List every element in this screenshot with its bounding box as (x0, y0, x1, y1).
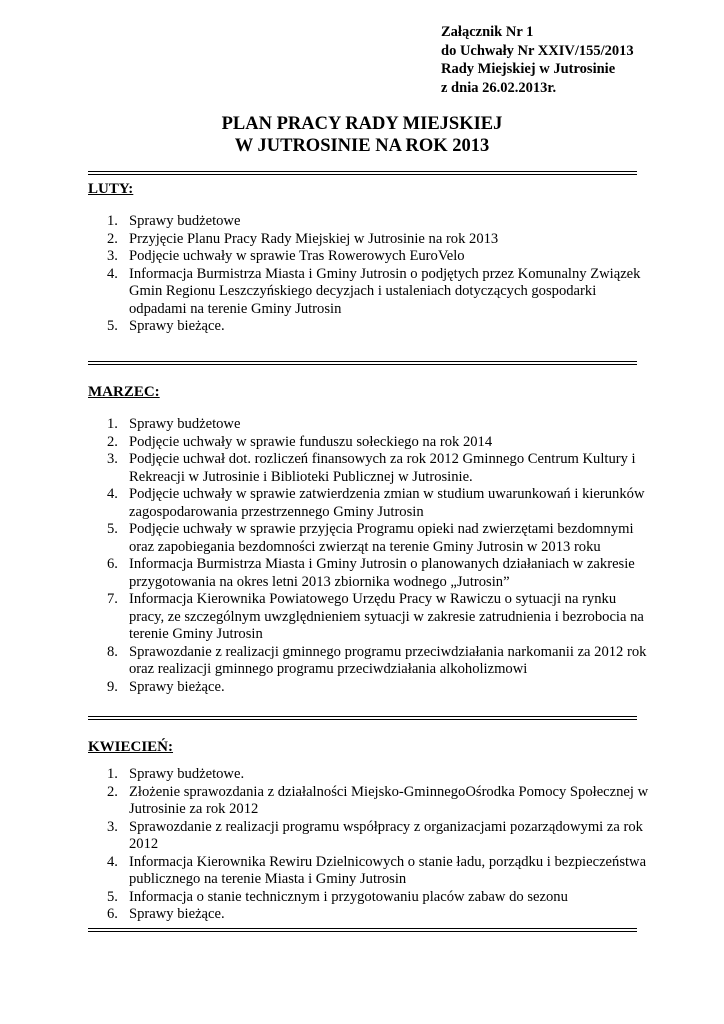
divider (88, 716, 637, 720)
list-item: 9. Sprawy bieżące. (107, 678, 225, 695)
document-title (0, 113, 724, 157)
list-item: 5. Podjęcie uchwały w sprawie przyjęcia Programu opieki nad zwierzętami bezdomnymi oraz zapobiegania bezdomności zwierząt na terenie Gminy Jutrosin w 2013 roku (107, 521, 634, 555)
section-list-luty (88, 213, 650, 336)
list-item: 5. Informacja o stanie technicznym i przygotowaniu placów zabaw do sezonu (107, 888, 568, 905)
list-item: 1. Sprawy budżetowe. (107, 766, 245, 782)
section-list-kwiecien (88, 766, 650, 924)
annex-number: Załącznik Nr 1 (441, 24, 534, 40)
section-heading-kwiecien: KWIECIEŃ: (88, 739, 174, 755)
list-item: 1. Sprawy budżetowe (107, 416, 241, 432)
title-line-1: PLAN PRACY RADY MIEJSKIEJ (221, 114, 503, 134)
list-item: 4. Informacja Kierownika Rewiru Dzielnicowych o stanie ładu, porządku i bezpieczeństwa publicznego na terenie Miasta i Gminy Jutrosin (107, 853, 647, 887)
list-item: 2. Złożenie sprawozdania z działalności Miejsko-GminnegoOśrodka Pomocy Społecznej w Jutrosinie za rok 2012 (107, 783, 649, 817)
annex-council: Rady Miejskiej w Jutrosinie (441, 61, 616, 77)
list-item: 5. Sprawy bieżące. (107, 318, 225, 334)
section-heading-luty: LUTY: (88, 181, 134, 197)
list-item: 6. Informacja Burmistrza Miasta i Gminy Jutrosin o planowanych działaniach w zakresie przygotowania na okres letni 2013 zbiornika wodnego „Jutrosin” (107, 556, 635, 590)
list-item: 3. Sprawozdanie z realizacji programu współpracy z organizacjami pozarządowymi za rok 2012 (107, 818, 643, 852)
list-item: 6. Sprawy bieżące. (107, 906, 225, 922)
annex-header (441, 23, 634, 97)
divider (88, 928, 637, 932)
list-item: 3. Podjęcie uchwały w sprawie Tras Rowerowych EuroVelo (107, 248, 465, 264)
divider (88, 361, 637, 365)
title-line-2: W JUTROSINIE NA ROK 2013 (234, 136, 490, 156)
list-item: 7. Informacja Kierownika Powiatowego Urzędu Pracy w Rawiczu o sytuacji na rynku pracy, ze szczególnym uwzględnieniem sytuacji w zakresie zatrudnienia i bezrobocia na terenie Gminy Jutrosin (107, 591, 644, 642)
list-item: 2. Przyjęcie Planu Pracy Rady Miejskiej w Jutrosinie na rok 2013 (107, 230, 499, 247)
list-item: 2. Podjęcie uchwały w sprawie funduszu sołeckiego na rok 2014 (107, 433, 493, 450)
divider (88, 171, 637, 175)
list-item: 4. Podjęcie uchwały w sprawie zatwierdzenia zmian w studium uwarunkowań i kierunków zagospodarowania przestrzennego Gminy Jutrosin (107, 486, 645, 520)
list-item: 3. Podjęcie uchwał dot. rozliczeń finansowych za rok 2012 Gminnego Centrum Kultury i Rekreacji w Jutrosinie i Biblioteki Publicznej w Jutrosinie. (107, 451, 636, 485)
section-heading-marzec: MARZEC: (88, 384, 160, 400)
section-list-marzec (88, 416, 650, 696)
list-item: 8. Sprawozdanie z realizacji gminnego programu przeciwdziałania narkomanii za 2012 rok oraz realizacji gminnego programu przeciwdziałania alkoholizmowi (107, 643, 647, 677)
annex-date: z dnia 26.02.2013r. (441, 79, 557, 96)
list-item: 1. Sprawy budżetowe (107, 213, 241, 229)
list-item: 4. Informacja Burmistrza Miasta i Gminy Jutrosin o podjętych przez Komunalny Związek Gmin Regionu Leszczyńskiego decyzjach i ustaleniach dotyczących gospodarki odpadami na terenie Gminy Jutrosin (107, 265, 641, 317)
annex-resolution: do Uchwały Nr XXIV/155/2013 (441, 42, 634, 59)
